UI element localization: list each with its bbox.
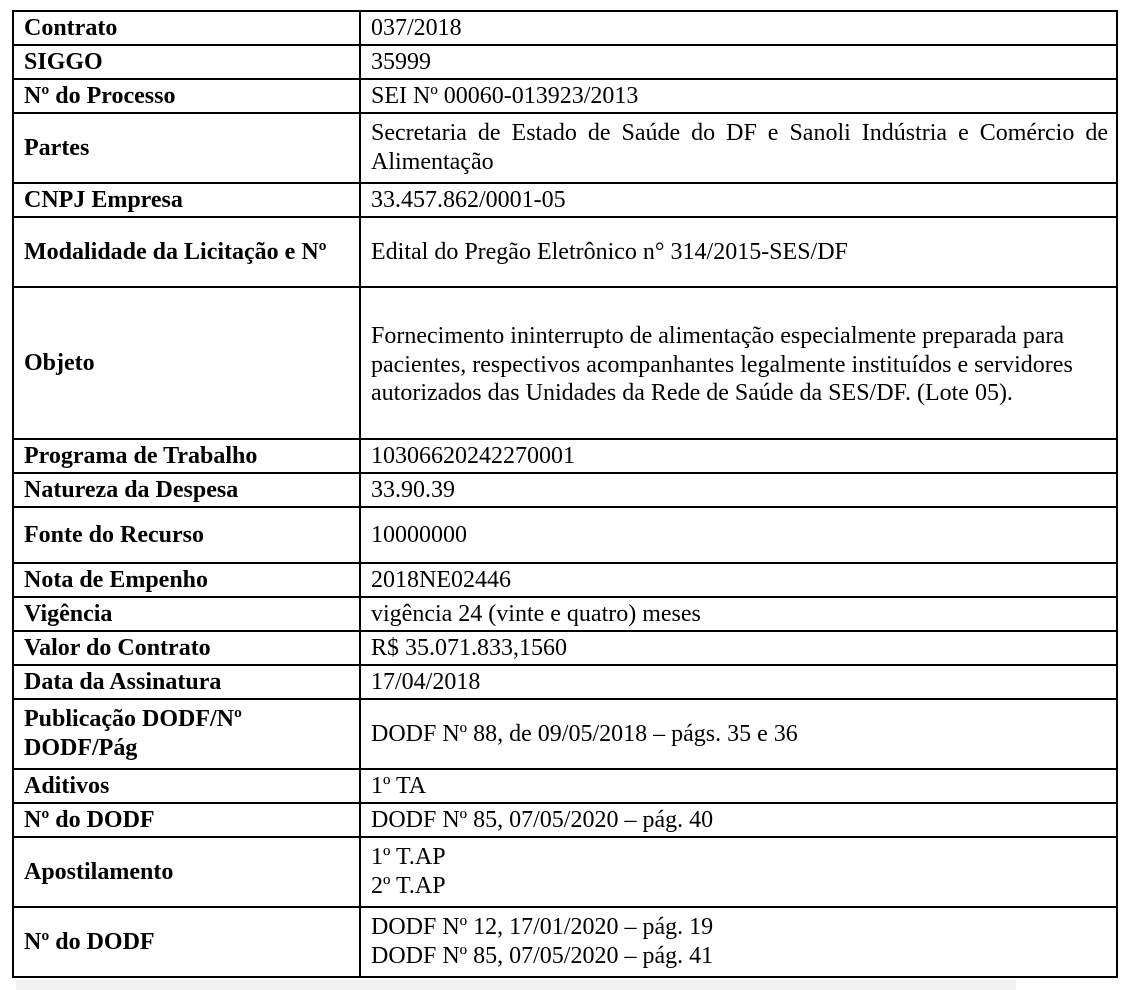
label-aditivos: Aditivos bbox=[13, 769, 360, 803]
label-vigencia: Vigência bbox=[13, 597, 360, 631]
row-valor bbox=[13, 631, 1117, 665]
dodf-2-line-1: DODF Nº 12, 17/01/2020 – pág. 19 bbox=[371, 914, 714, 941]
row-programa bbox=[13, 439, 1117, 473]
row-vigencia bbox=[13, 597, 1117, 631]
label-empenho: Nota de Empenho bbox=[13, 563, 360, 597]
value-publicacao: DODF Nº 88, de 09/05/2018 – págs. 35 e 36 bbox=[360, 699, 1117, 769]
label-valor: Valor do Contrato bbox=[13, 631, 360, 665]
value-natureza: 33.90.39 bbox=[360, 473, 1117, 507]
label-processo: Nº do Processo bbox=[13, 79, 360, 113]
row-natureza bbox=[13, 473, 1117, 507]
value-modalidade: Edital do Pregão Eletrônico n° 314/2015-SES/DF bbox=[360, 217, 1117, 287]
label-dodf-2: Nº do DODF bbox=[13, 907, 360, 977]
value-empenho: 2018NE02446 bbox=[360, 563, 1117, 597]
value-aditivos: 1º TA bbox=[360, 769, 1117, 803]
row-assinatura bbox=[13, 665, 1117, 699]
value-fonte: 10000000 bbox=[360, 507, 1117, 563]
value-cnpj: 33.457.862/0001-05 bbox=[360, 183, 1117, 217]
label-apostilamento: Apostilamento bbox=[13, 837, 360, 907]
label-fonte: Fonte do Recurso bbox=[13, 507, 360, 563]
row-apostilamento bbox=[13, 837, 1117, 907]
row-publicacao bbox=[13, 699, 1117, 769]
row-partes bbox=[13, 113, 1117, 183]
label-natureza: Natureza da Despesa bbox=[13, 473, 360, 507]
label-cnpj: CNPJ Empresa bbox=[13, 183, 360, 217]
value-processo: SEI Nº 00060-013923/2013 bbox=[360, 79, 1117, 113]
row-empenho bbox=[13, 563, 1117, 597]
row-dodf-2 bbox=[13, 907, 1117, 977]
label-assinatura: Data da Assinatura bbox=[13, 665, 360, 699]
apostilamento-line-1: 1º T.AP bbox=[371, 844, 446, 871]
bottom-gray-bar bbox=[16, 980, 1016, 990]
row-cnpj bbox=[13, 183, 1117, 217]
label-dodf-1: Nº do DODF bbox=[13, 803, 360, 837]
row-processo bbox=[13, 79, 1117, 113]
value-programa: 10306620242270001 bbox=[360, 439, 1117, 473]
row-contrato bbox=[13, 11, 1117, 45]
row-modalidade bbox=[13, 217, 1117, 287]
label-objeto: Objeto bbox=[13, 287, 360, 439]
value-contrato: 037/2018 bbox=[360, 11, 1117, 45]
value-vigencia: vigência 24 (vinte e quatro) meses bbox=[360, 597, 1117, 631]
row-aditivos bbox=[13, 769, 1117, 803]
label-contrato: Contrato bbox=[13, 11, 360, 45]
row-objeto bbox=[13, 287, 1117, 439]
label-publicacao: Publicação DODF/Nº DODF/Pág bbox=[13, 699, 360, 769]
row-siggo bbox=[13, 45, 1117, 79]
label-modalidade: Modalidade da Licitação e Nº bbox=[13, 217, 360, 287]
value-assinatura: 17/04/2018 bbox=[360, 665, 1117, 699]
row-dodf-1 bbox=[13, 803, 1117, 837]
dodf-2-line-2: DODF Nº 85, 07/05/2020 – pág. 41 bbox=[371, 943, 714, 969]
label-programa: Programa de Trabalho bbox=[13, 439, 360, 473]
apostilamento-line-2: 2º T.AP bbox=[371, 873, 446, 899]
value-objeto: Fornecimento ininterrupto de alimentação especialmente preparada para pacientes, respectivos acompanhantes legalmente instituídos e servidores autorizados das Unidades da Rede de Saúde da SES/DF. (Lote 05). bbox=[360, 287, 1117, 439]
label-partes: Partes bbox=[13, 113, 360, 183]
value-apostilamento bbox=[360, 837, 1117, 907]
label-siggo: SIGGO bbox=[13, 45, 360, 79]
value-partes: Secretaria de Estado de Saúde do DF e Sanoli Indústria e Comércio de Alimentação bbox=[360, 113, 1117, 183]
value-valor: R$ 35.071.833,1560 bbox=[360, 631, 1117, 665]
contract-table bbox=[12, 10, 1118, 978]
value-dodf-2 bbox=[360, 907, 1117, 977]
value-siggo: 35999 bbox=[360, 45, 1117, 79]
row-fonte bbox=[13, 507, 1117, 563]
value-dodf-1: DODF Nº 85, 07/05/2020 – pág. 40 bbox=[360, 803, 1117, 837]
